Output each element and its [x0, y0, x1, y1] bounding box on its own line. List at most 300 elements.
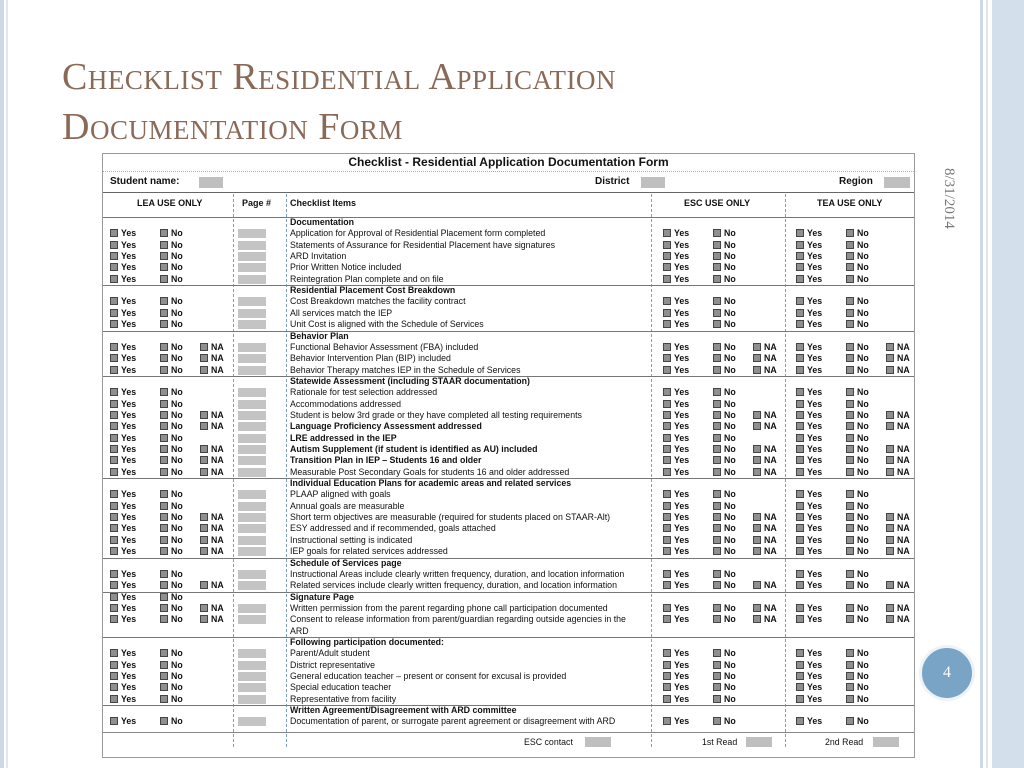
- tea-yes-checkbox[interactable]: [796, 615, 804, 623]
- lea-no-checkbox[interactable]: [160, 570, 168, 578]
- esc-na-checkbox[interactable]: [753, 354, 761, 362]
- esc-no-checkbox[interactable]: [713, 388, 721, 396]
- tea-no-checkbox[interactable]: [846, 672, 854, 680]
- tea-yes-checkbox[interactable]: [796, 683, 804, 691]
- esc-na-checkbox[interactable]: [753, 581, 761, 589]
- esc-no-checkbox[interactable]: [713, 354, 721, 362]
- lea-yes-checkbox[interactable]: [110, 422, 118, 430]
- tea-no-checkbox[interactable]: [846, 683, 854, 691]
- tea-yes-checkbox[interactable]: [796, 309, 804, 317]
- tea-na-checkbox[interactable]: [886, 445, 894, 453]
- esc-na-checkbox[interactable]: [753, 524, 761, 532]
- tea-yes-checkbox[interactable]: [796, 411, 804, 419]
- tea-yes-checkbox[interactable]: [796, 400, 804, 408]
- tea-na-checkbox[interactable]: [886, 547, 894, 555]
- esc-no-checkbox[interactable]: [713, 649, 721, 657]
- tea-yes-checkbox[interactable]: [796, 524, 804, 532]
- page-number-field[interactable]: [238, 456, 266, 465]
- esc-no-checkbox[interactable]: [713, 536, 721, 544]
- esc-yes-checkbox[interactable]: [663, 400, 671, 408]
- esc-no-checkbox[interactable]: [713, 717, 721, 725]
- tea-no-checkbox[interactable]: [846, 366, 854, 374]
- lea-no-checkbox[interactable]: [160, 411, 168, 419]
- esc-yes-checkbox[interactable]: [663, 547, 671, 555]
- esc-yes-checkbox[interactable]: [663, 536, 671, 544]
- lea-no-checkbox[interactable]: [160, 422, 168, 430]
- tea-yes-checkbox[interactable]: [796, 434, 804, 442]
- esc-yes-checkbox[interactable]: [663, 615, 671, 623]
- lea-na-checkbox[interactable]: [200, 343, 208, 351]
- region-field[interactable]: [884, 177, 910, 188]
- page-number-field[interactable]: [238, 411, 266, 420]
- esc-no-checkbox[interactable]: [713, 547, 721, 555]
- esc-yes-checkbox[interactable]: [663, 513, 671, 521]
- tea-no-checkbox[interactable]: [846, 252, 854, 260]
- tea-no-checkbox[interactable]: [846, 456, 854, 464]
- esc-no-checkbox[interactable]: [713, 275, 721, 283]
- page-number-field[interactable]: [238, 434, 266, 443]
- page-number-field[interactable]: [238, 672, 266, 681]
- left-decoration: [0, 0, 11, 768]
- tea-no-checkbox[interactable]: [846, 468, 854, 476]
- lea-na-checkbox[interactable]: [200, 468, 208, 476]
- page-number-field[interactable]: [238, 524, 266, 533]
- page-number-field[interactable]: [238, 297, 266, 306]
- tea-no-checkbox[interactable]: [846, 263, 854, 271]
- page-number-field[interactable]: [238, 717, 266, 726]
- lea-yes-checkbox[interactable]: [110, 343, 118, 351]
- tea-no-checkbox[interactable]: [846, 570, 854, 578]
- esc-no-checkbox[interactable]: [713, 229, 721, 237]
- page-number-field[interactable]: [238, 490, 266, 499]
- esc-no-checkbox[interactable]: [713, 434, 721, 442]
- lea-yes-checkbox[interactable]: [110, 615, 118, 623]
- lea-na-checkbox[interactable]: [200, 513, 208, 521]
- tea-yes-checkbox[interactable]: [796, 513, 804, 521]
- tea-na-checkbox[interactable]: [886, 615, 894, 623]
- page-number-field[interactable]: [238, 400, 266, 409]
- esc-no-checkbox[interactable]: [713, 661, 721, 669]
- tea-no-checkbox[interactable]: [846, 320, 854, 328]
- lea-yes-checkbox[interactable]: [110, 581, 118, 589]
- lea-no-checkbox[interactable]: [160, 661, 168, 669]
- esc-yes-checkbox[interactable]: [663, 297, 671, 305]
- esc-na-checkbox[interactable]: [753, 411, 761, 419]
- esc-no-checkbox[interactable]: [713, 343, 721, 351]
- esc-yes-checkbox[interactable]: [663, 388, 671, 396]
- esc-yes-checkbox[interactable]: [663, 354, 671, 362]
- tea-yes-checkbox[interactable]: [796, 695, 804, 703]
- tea-na-checkbox[interactable]: [886, 513, 894, 521]
- page-number-field[interactable]: [238, 468, 266, 477]
- lea-no-checkbox[interactable]: [160, 672, 168, 680]
- lea-no-checkbox[interactable]: [160, 263, 168, 271]
- tea-no-checkbox[interactable]: [846, 661, 854, 669]
- tea-no-checkbox[interactable]: [846, 354, 854, 362]
- tea-no-checkbox[interactable]: [846, 343, 854, 351]
- lea-yes-checkbox[interactable]: [110, 683, 118, 691]
- lea-na-checkbox[interactable]: [200, 547, 208, 555]
- tea-no-checkbox[interactable]: [846, 229, 854, 237]
- lea-no-checkbox[interactable]: [160, 581, 168, 589]
- lea-yes-checkbox[interactable]: [110, 388, 118, 396]
- lea-yes-checkbox[interactable]: [110, 411, 118, 419]
- tea-no-checkbox[interactable]: [846, 502, 854, 510]
- esc-yes-checkbox[interactable]: [663, 252, 671, 260]
- esc-na-checkbox[interactable]: [753, 456, 761, 464]
- esc-no-checkbox[interactable]: [713, 297, 721, 305]
- esc-na-checkbox[interactable]: [753, 513, 761, 521]
- lea-no-checkbox[interactable]: [160, 400, 168, 408]
- district-field[interactable]: [641, 177, 665, 188]
- page-number-field[interactable]: [238, 536, 266, 545]
- page-number-field[interactable]: [238, 366, 266, 375]
- lea-na-checkbox[interactable]: [200, 524, 208, 532]
- tea-no-checkbox[interactable]: [846, 388, 854, 396]
- tea-yes-checkbox[interactable]: [796, 275, 804, 283]
- esc-yes-checkbox[interactable]: [663, 366, 671, 374]
- esc-yes-checkbox[interactable]: [663, 468, 671, 476]
- esc-no-checkbox[interactable]: [713, 456, 721, 464]
- esc-no-checkbox[interactable]: [713, 524, 721, 532]
- esc-na-checkbox[interactable]: [753, 366, 761, 374]
- esc-no-checkbox[interactable]: [713, 400, 721, 408]
- tea-no-checkbox[interactable]: [846, 241, 854, 249]
- tea-yes-checkbox[interactable]: [796, 354, 804, 362]
- page-number-field[interactable]: [238, 263, 266, 272]
- page-number-field[interactable]: [238, 343, 266, 352]
- tea-yes-checkbox[interactable]: [796, 456, 804, 464]
- lea-yes-checkbox[interactable]: [110, 400, 118, 408]
- tea-no-checkbox[interactable]: [846, 695, 854, 703]
- lea-na-checkbox[interactable]: [200, 445, 208, 453]
- tea-no-checkbox[interactable]: [846, 604, 854, 612]
- page-number-field[interactable]: [238, 502, 266, 511]
- esc-no-checkbox[interactable]: [713, 366, 721, 374]
- second-read-field[interactable]: [873, 737, 899, 747]
- esc-contact-field[interactable]: [585, 737, 611, 747]
- lea-na-checkbox[interactable]: [200, 604, 208, 612]
- esc-yes-checkbox[interactable]: [663, 661, 671, 669]
- lea-yes-checkbox[interactable]: [110, 241, 118, 249]
- tea-no-checkbox[interactable]: [846, 445, 854, 453]
- lea-yes-checkbox[interactable]: [110, 468, 118, 476]
- tea-yes-checkbox[interactable]: [796, 366, 804, 374]
- lea-yes-checkbox[interactable]: [110, 593, 118, 601]
- lea-yes-checkbox[interactable]: [110, 320, 118, 328]
- tea-no-checkbox[interactable]: [846, 400, 854, 408]
- tea-yes-checkbox[interactable]: [796, 388, 804, 396]
- esc-yes-checkbox[interactable]: [663, 320, 671, 328]
- lea-no-checkbox[interactable]: [160, 490, 168, 498]
- lea-yes-checkbox[interactable]: [110, 229, 118, 237]
- lea-no-checkbox[interactable]: [160, 593, 168, 601]
- lea-yes-checkbox[interactable]: [110, 456, 118, 464]
- lea-yes-checkbox[interactable]: [110, 263, 118, 271]
- tea-yes-checkbox[interactable]: [796, 422, 804, 430]
- tea-na-checkbox[interactable]: [886, 366, 894, 374]
- esc-yes-checkbox[interactable]: [663, 695, 671, 703]
- tea-na-checkbox[interactable]: [886, 456, 894, 464]
- esc-yes-checkbox[interactable]: [663, 343, 671, 351]
- esc-yes-checkbox[interactable]: [663, 411, 671, 419]
- esc-yes-checkbox[interactable]: [663, 241, 671, 249]
- esc-na-checkbox[interactable]: [753, 468, 761, 476]
- page-number-field[interactable]: [238, 570, 266, 579]
- lea-yes-checkbox[interactable]: [110, 661, 118, 669]
- lea-no-checkbox[interactable]: [160, 445, 168, 453]
- tea-no-checkbox[interactable]: [846, 536, 854, 544]
- esc-yes-checkbox[interactable]: [663, 490, 671, 498]
- first-read-field[interactable]: [746, 737, 772, 747]
- page-number-field[interactable]: [238, 354, 266, 363]
- esc-yes-checkbox[interactable]: [663, 309, 671, 317]
- esc-no-checkbox[interactable]: [713, 411, 721, 419]
- page-number-field[interactable]: [238, 615, 266, 624]
- lea-no-checkbox[interactable]: [160, 717, 168, 725]
- esc-yes-checkbox[interactable]: [663, 672, 671, 680]
- lea-no-checkbox[interactable]: [160, 343, 168, 351]
- tea-na-checkbox[interactable]: [886, 468, 894, 476]
- lea-no-checkbox[interactable]: [160, 502, 168, 510]
- tea-no-checkbox[interactable]: [846, 547, 854, 555]
- lea-yes-checkbox[interactable]: [110, 252, 118, 260]
- lea-no-checkbox[interactable]: [160, 683, 168, 691]
- esc-yes-checkbox[interactable]: [663, 717, 671, 725]
- lea-no-checkbox[interactable]: [160, 456, 168, 464]
- lea-no-checkbox[interactable]: [160, 513, 168, 521]
- lea-no-checkbox[interactable]: [160, 524, 168, 532]
- tea-na-checkbox[interactable]: [886, 524, 894, 532]
- esc-no-checkbox[interactable]: [713, 683, 721, 691]
- esc-na-checkbox[interactable]: [753, 343, 761, 351]
- lea-no-checkbox[interactable]: [160, 275, 168, 283]
- lea-no-checkbox[interactable]: [160, 388, 168, 396]
- page-number-field[interactable]: [238, 241, 266, 250]
- tea-na-checkbox[interactable]: [886, 411, 894, 419]
- tea-no-checkbox[interactable]: [846, 411, 854, 419]
- esc-yes-checkbox[interactable]: [663, 649, 671, 657]
- tea-no-checkbox[interactable]: [846, 524, 854, 532]
- tea-yes-checkbox[interactable]: [796, 717, 804, 725]
- tea-yes-checkbox[interactable]: [796, 502, 804, 510]
- lea-no-checkbox[interactable]: [160, 354, 168, 362]
- lea-no-checkbox[interactable]: [160, 615, 168, 623]
- page-number-field[interactable]: [238, 649, 266, 658]
- lea-yes-checkbox[interactable]: [110, 434, 118, 442]
- esc-no-checkbox[interactable]: [713, 320, 721, 328]
- tea-yes-checkbox[interactable]: [796, 536, 804, 544]
- tea-yes-checkbox[interactable]: [796, 490, 804, 498]
- tea-no-checkbox[interactable]: [846, 309, 854, 317]
- tea-yes-checkbox[interactable]: [796, 547, 804, 555]
- esc-yes-checkbox[interactable]: [663, 604, 671, 612]
- esc-no-checkbox[interactable]: [713, 604, 721, 612]
- tea-no-checkbox[interactable]: [846, 581, 854, 589]
- esc-no-checkbox[interactable]: [713, 445, 721, 453]
- lea-no-checkbox[interactable]: [160, 320, 168, 328]
- lea-yes-checkbox[interactable]: [110, 297, 118, 305]
- page-number-field[interactable]: [238, 309, 266, 318]
- lea-yes-checkbox[interactable]: [110, 547, 118, 555]
- esc-yes-checkbox[interactable]: [663, 456, 671, 464]
- tea-no-checkbox[interactable]: [846, 513, 854, 521]
- page-number-field[interactable]: [238, 320, 266, 329]
- tea-no-checkbox[interactable]: [846, 422, 854, 430]
- tea-yes-checkbox[interactable]: [796, 672, 804, 680]
- page-number-field[interactable]: [238, 252, 266, 261]
- page-number-field[interactable]: [238, 661, 266, 670]
- tea-no-checkbox[interactable]: [846, 717, 854, 725]
- tea-yes-checkbox[interactable]: [796, 581, 804, 589]
- lea-no-checkbox[interactable]: [160, 695, 168, 703]
- tea-yes-checkbox[interactable]: [796, 649, 804, 657]
- lea-yes-checkbox[interactable]: [110, 490, 118, 498]
- lea-no-checkbox[interactable]: [160, 229, 168, 237]
- lea-na-checkbox[interactable]: [200, 422, 208, 430]
- page-number-field[interactable]: [238, 695, 266, 704]
- lea-yes-checkbox[interactable]: [110, 309, 118, 317]
- lea-na-checkbox[interactable]: [200, 536, 208, 544]
- lea-yes-checkbox[interactable]: [110, 445, 118, 453]
- lea-na-checkbox[interactable]: [200, 354, 208, 362]
- lea-yes-checkbox[interactable]: [110, 604, 118, 612]
- tea-no-checkbox[interactable]: [846, 490, 854, 498]
- tea-na-checkbox[interactable]: [886, 604, 894, 612]
- lea-no-checkbox[interactable]: [160, 366, 168, 374]
- esc-na-checkbox[interactable]: [753, 615, 761, 623]
- student-name-field[interactable]: [199, 177, 223, 188]
- page-number-field[interactable]: [238, 604, 266, 613]
- tea-yes-checkbox[interactable]: [796, 661, 804, 669]
- lea-no-checkbox[interactable]: [160, 468, 168, 476]
- esc-no-checkbox[interactable]: [713, 513, 721, 521]
- tea-yes-checkbox[interactable]: [796, 241, 804, 249]
- page-number-field[interactable]: [238, 581, 266, 590]
- lea-yes-checkbox[interactable]: [110, 695, 118, 703]
- lea-yes-checkbox[interactable]: [110, 649, 118, 657]
- lea-yes-checkbox[interactable]: [110, 354, 118, 362]
- esc-na-checkbox[interactable]: [753, 604, 761, 612]
- lea-yes-checkbox[interactable]: [110, 717, 118, 725]
- tea-no-checkbox[interactable]: [846, 615, 854, 623]
- page-number-field[interactable]: [238, 229, 266, 238]
- tea-yes-checkbox[interactable]: [796, 320, 804, 328]
- esc-yes-checkbox[interactable]: [663, 502, 671, 510]
- esc-yes-checkbox[interactable]: [663, 570, 671, 578]
- lea-na-checkbox[interactable]: [200, 366, 208, 374]
- lea-no-checkbox[interactable]: [160, 604, 168, 612]
- tea-no-checkbox[interactable]: [846, 297, 854, 305]
- lea-yes-checkbox[interactable]: [110, 524, 118, 532]
- esc-yes-checkbox[interactable]: [663, 434, 671, 442]
- lea-no-checkbox[interactable]: [160, 536, 168, 544]
- tea-yes-checkbox[interactable]: [796, 604, 804, 612]
- tea-no-checkbox[interactable]: [846, 649, 854, 657]
- esc-no-checkbox[interactable]: [713, 502, 721, 510]
- tea-yes-checkbox[interactable]: [796, 297, 804, 305]
- tea-yes-checkbox[interactable]: [796, 252, 804, 260]
- lea-no-checkbox[interactable]: [160, 547, 168, 555]
- lea-yes-checkbox[interactable]: [110, 502, 118, 510]
- esc-no-checkbox[interactable]: [713, 581, 721, 589]
- lea-yes-checkbox[interactable]: [110, 513, 118, 521]
- tea-yes-checkbox[interactable]: [796, 445, 804, 453]
- page-number-field[interactable]: [238, 388, 266, 397]
- esc-no-checkbox[interactable]: [713, 570, 721, 578]
- lea-no-checkbox[interactable]: [160, 649, 168, 657]
- lea-yes-checkbox[interactable]: [110, 672, 118, 680]
- esc-yes-checkbox[interactable]: [663, 524, 671, 532]
- tea-na-checkbox[interactable]: [886, 581, 894, 589]
- esc-no-checkbox[interactable]: [713, 468, 721, 476]
- esc-yes-checkbox[interactable]: [663, 581, 671, 589]
- tea-na-checkbox[interactable]: [886, 354, 894, 362]
- tea-na-checkbox[interactable]: [886, 422, 894, 430]
- lea-yes-checkbox[interactable]: [110, 570, 118, 578]
- esc-no-checkbox[interactable]: [713, 615, 721, 623]
- lea-na-checkbox[interactable]: [200, 411, 208, 419]
- tea-no-checkbox[interactable]: [846, 434, 854, 442]
- lea-no-checkbox[interactable]: [160, 297, 168, 305]
- esc-na-checkbox[interactable]: [753, 422, 761, 430]
- lea-yes-checkbox[interactable]: [110, 275, 118, 283]
- tea-na-checkbox[interactable]: [886, 536, 894, 544]
- esc-na-checkbox[interactable]: [753, 536, 761, 544]
- tea-yes-checkbox[interactable]: [796, 468, 804, 476]
- tea-yes-checkbox[interactable]: [796, 229, 804, 237]
- esc-no-checkbox[interactable]: [713, 422, 721, 430]
- esc-no-checkbox[interactable]: [713, 672, 721, 680]
- esc-na-checkbox[interactable]: [753, 547, 761, 555]
- lea-no-checkbox[interactable]: [160, 252, 168, 260]
- esc-no-checkbox[interactable]: [713, 241, 721, 249]
- esc-yes-checkbox[interactable]: [663, 229, 671, 237]
- esc-no-checkbox[interactable]: [713, 309, 721, 317]
- tea-no-checkbox[interactable]: [846, 275, 854, 283]
- esc-yes-checkbox[interactable]: [663, 683, 671, 691]
- esc-yes-label: Yes: [674, 602, 690, 613]
- lea-no-checkbox[interactable]: [160, 434, 168, 442]
- page-number-field[interactable]: [238, 275, 266, 284]
- esc-yes-checkbox[interactable]: [663, 422, 671, 430]
- esc-na-checkbox[interactable]: [753, 445, 761, 453]
- lea-yes-checkbox[interactable]: [110, 366, 118, 374]
- lea-no-checkbox[interactable]: [160, 241, 168, 249]
- esc-yes-checkbox[interactable]: [663, 445, 671, 453]
- esc-no-checkbox[interactable]: [713, 490, 721, 498]
- lea-yes-checkbox[interactable]: [110, 536, 118, 544]
- lea-na-checkbox[interactable]: [200, 615, 208, 623]
- esc-no-checkbox[interactable]: [713, 263, 721, 271]
- lea-na-checkbox[interactable]: [200, 456, 208, 464]
- tea-na-checkbox[interactable]: [886, 343, 894, 351]
- esc-no-checkbox[interactable]: [713, 695, 721, 703]
- page-number-field[interactable]: [238, 422, 266, 431]
- lea-no-checkbox[interactable]: [160, 309, 168, 317]
- tea-yes-checkbox[interactable]: [796, 343, 804, 351]
- page-number-field[interactable]: [238, 445, 266, 454]
- page-number-field[interactable]: [238, 683, 266, 692]
- lea-na-checkbox[interactable]: [200, 581, 208, 589]
- page-number-field[interactable]: [238, 513, 266, 522]
- tea-yes-checkbox[interactable]: [796, 263, 804, 271]
- esc-yes-checkbox[interactable]: [663, 263, 671, 271]
- esc-yes-checkbox[interactable]: [663, 275, 671, 283]
- page-number-field[interactable]: [238, 547, 266, 556]
- tea-yes-checkbox[interactable]: [796, 570, 804, 578]
- esc-no-checkbox[interactable]: [713, 252, 721, 260]
